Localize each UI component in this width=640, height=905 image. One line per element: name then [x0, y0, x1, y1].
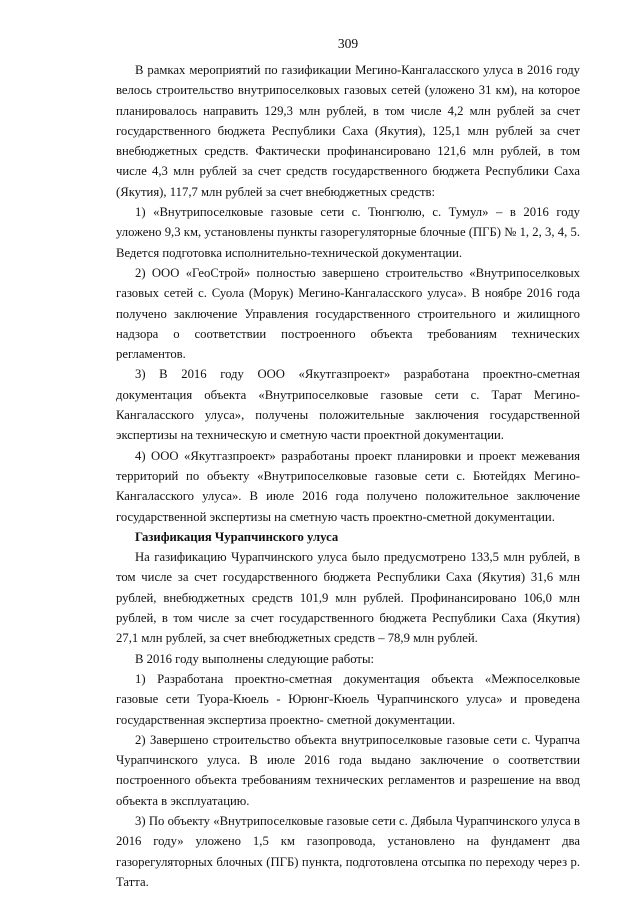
paragraph-work-2: 2) Завершено строительство объекта внутрипоселковые газовые сети с. Чурапча Чурапчинского улуса. В июле 2016 года выдано заключение о соответствии построенного объекта требованиям технических регламентов и разрешение на ввод объекта в эксплуатацию. — [116, 732, 580, 808]
paragraph-item-4: 4) ООО «Якутгазпроект» разработаны проект планировки и проект межевания территорий по объекту «Внутрипоселковые газовые сети с. Бютейдях Мегино-Кангаласского улуса». В июле 2016 года получено положительное заключение государственной экспертизы на сметную часть проектно-сметной документации. — [116, 448, 580, 524]
paragraph-work-3: 3) По объекту «Внутрипоселковые газовые сети с. Дябыла Чурапчинского улуса в 2016 году» уложено 1,5 км газопровода, установлено на фундамент два газорегуляторных блочных (ПГБ) пункта, подготовлена отсыпка по переходу через р. Татта. — [116, 813, 580, 889]
section-heading: Газификация Чурапчинского улуса — [135, 529, 339, 544]
paragraph-item-1: 1) «Внутрипоселковые газовые сети с. Тюнгюлю, с. Тумул» – в 2016 году уложено 9,3 км, установлены пункты газорегуляторные блочные (ПГБ) № 1, 2, 3, 4, 5. Ведется подготовка исполнительно-технической документации. — [116, 205, 580, 260]
paragraph-item-2: 2) ООО «ГеоСтрой» полностью завершено строительство «Внутрипоселковых газовых сетей с. Суола (Морук) Мегино-Кангаласского улуса». В ноябре 2016 года получено заключение Управления государственного строительного и жилищного надзора о соответствии построенного объекта требованиям технических регламентов. — [116, 265, 580, 362]
paragraph-funding: На газификацию Чурапчинского улуса было предусмотрено 133,5 млн рублей, в том числе за счет государственного бюджета Республики Саха (Якутия) 31,6 млн рублей, внебюджетных средств 101,9 млн рублей. Профинансировано 106,0 млн рублей, в том числе за счет государственного бюджета Республики Саха (Якутия) 27,1 млн рублей, за счет внебюджетных средств – 78,9 млн рублей. — [116, 550, 580, 646]
paragraph-item-3: 3) В 2016 году ООО «Якутгазпроект» разработана проектно-сметная документация объекта «Внутрипоселковые газовые сети с. Тарат Мегино-Кангаласского улуса», получены положительные заключения государственной экспертизы на техническую и сметную части проектной документации. — [116, 367, 580, 443]
paragraph-works-intro: В 2016 году выполнены следующие работы: — [135, 651, 375, 666]
paragraph-intro: В рамках мероприятий по газификации Мегино-Кангаласского улуса в 2016 году велось строительство внутрипоселковых газовых сетей (уложено 31 км), на которое планировалось направить 129,3 млн рублей, в том числе 4,2 млн рублей за счет государственного бюджета Республики Саха (Якутия), 125,1 млн рублей за счет внебюджетных средств. Фактически профинансировано 121,6 млн рублей, в том числе 4,3 млн рублей за счет средств государственного бюджета Республики Саха (Якутия), 117,7 млн рублей за счет внебюджетных средств: — [116, 63, 580, 199]
paragraph-work-1: 1) Разработана проектно-сметная документация объекта «Межпоселковые газовые сети Туора-Кюель - Юрюнг-Кюель Чурапчинского улуса» и проведена государственная экспертиза проектно- сметной документации. — [116, 671, 580, 727]
page-number: 309 — [337, 36, 359, 51]
